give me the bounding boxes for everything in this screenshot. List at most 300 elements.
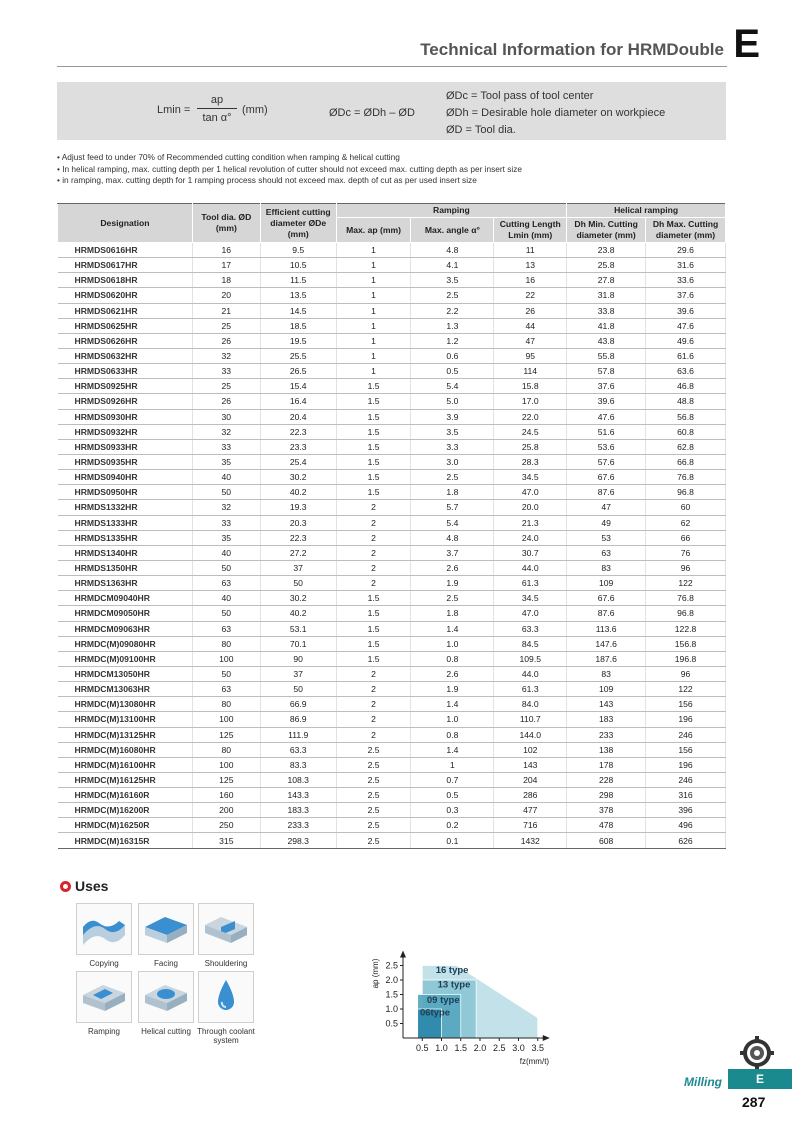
table-cell: 0.5 [411,364,494,379]
designation-cell: HRMDC(M)13100HR [58,712,193,727]
table-cell: 62 [646,515,726,530]
table-cell: 67.6 [567,591,646,606]
table-cell: 5.7 [411,500,494,515]
x-tick-label: 1.5 [454,1043,468,1053]
table-cell: 26 [192,333,260,348]
designation-cell: HRMDC(M)16250R [58,818,193,833]
table-cell: 1.5 [336,591,411,606]
table-row [58,742,726,757]
helical-cutting-icon [138,971,194,1023]
table-cell: 62.8 [646,439,726,454]
section-name: Milling [684,1075,722,1089]
table-row [58,394,726,409]
table-cell: 1.5 [336,606,411,621]
table-cell: 2.5 [411,591,494,606]
table-cell: 2 [336,576,411,591]
table-cell: 2 [336,500,411,515]
table-cell: 50 [192,666,260,681]
table-cell: 1.5 [336,394,411,409]
table-cell: 50 [192,485,260,500]
table-cell: 25.8 [567,258,646,273]
table-cell: 96.8 [646,606,726,621]
table-cell: 110.7 [494,712,567,727]
table-row [58,333,726,348]
table-cell: 83 [567,560,646,575]
designation-cell: HRMDS1335HR [58,530,193,545]
table-cell: 49.6 [646,333,726,348]
table-cell: 51.6 [567,424,646,439]
table-cell: 30 [192,409,260,424]
table-cell: 43.8 [567,333,646,348]
table-cell: 33 [192,439,260,454]
table-cell: 9.5 [260,243,336,258]
table-cell: 200 [192,803,260,818]
table-cell: 11.5 [260,273,336,288]
table-cell: 40.2 [260,485,336,500]
use-label: Shouldering [204,959,248,968]
y-axis-arrow [400,951,406,958]
table-cell: 30.2 [260,591,336,606]
table-cell: 23.3 [260,439,336,454]
table-cell: 41.8 [567,318,646,333]
table-cell: 144.0 [494,727,567,742]
definition-dh: ØDh = Desirable hole diameter on workpiece [446,107,666,119]
table-cell: 125 [192,727,260,742]
table-row [58,636,726,651]
table-cell: 2.5 [336,772,411,787]
table-cell: 204 [494,772,567,787]
table-cell: 83.3 [260,757,336,772]
table-cell: 57.6 [567,454,646,469]
y-tick-label: 2.5 [385,960,398,971]
table-cell: 56.8 [646,409,726,424]
table-cell: 1.5 [336,621,411,636]
designation-cell: HRMDS0618HR [58,273,193,288]
table-cell: 233.3 [260,818,336,833]
table-cell: 0.1 [411,833,494,848]
table-cell: 25.5 [260,348,336,363]
designation-cell: HRMDS0617HR [58,258,193,273]
table-cell: 37.6 [567,379,646,394]
table-row [58,803,726,818]
table-cell: 25.8 [494,439,567,454]
table-cell: 50 [260,576,336,591]
note-item: • In helical ramping, max. cutting depth per 1 helical revolution of cutter should not exceed max. cutting depth as per insert size [57,163,523,174]
table-cell: 2.5 [336,818,411,833]
table-cell: 477 [494,803,567,818]
page-title: Technical Information for HRMDouble [420,40,724,59]
table-row [58,439,726,454]
table-cell: 47.6 [646,318,726,333]
designation-cell: HRMDCM09063HR [58,621,193,636]
table-cell: 50 [192,606,260,621]
table-cell: 33.6 [646,273,726,288]
use-label: Helical cutting [141,1027,191,1036]
table-row [58,273,726,288]
table-cell: 1.4 [411,621,494,636]
table-cell: 23.8 [567,243,646,258]
y-tick-label: 2.0 [385,975,398,985]
table-cell: 26.5 [260,364,336,379]
table-row [58,485,726,500]
table-cell: 33.8 [567,303,646,318]
table-cell: 608 [567,833,646,848]
table-cell: 1.8 [411,606,494,621]
table-cell: 1.5 [336,409,411,424]
series-label: 16 type [435,964,469,976]
table-cell: 113.6 [567,621,646,636]
table-cell: 17.0 [494,394,567,409]
table-row [58,591,726,606]
table-cell: 25 [192,379,260,394]
table-cell: 1.4 [411,742,494,757]
table-cell: 63 [192,682,260,697]
table-cell: 109 [567,682,646,697]
col-cut-length: Cutting Length Lmin (mm) [494,218,567,243]
fraction-denominator: tan α° [202,112,232,124]
table-cell: 1.8 [411,485,494,500]
table-cell: 0.7 [411,772,494,787]
table-cell: 32 [192,348,260,363]
x-tick-label: 3.0 [512,1043,525,1053]
table-row [58,788,726,803]
table-cell: 24.5 [494,424,567,439]
designation-cell: HRMDS0625HR [58,318,193,333]
table-cell: 315 [192,833,260,848]
table-cell: 1.5 [336,379,411,394]
table-cell: 250 [192,818,260,833]
table-cell: 66.8 [646,454,726,469]
designation-cell: HRMDCM09040HR [58,591,193,606]
table-cell: 50 [192,560,260,575]
table-cell: 298.3 [260,833,336,848]
col-max-ap: Max. ap (mm) [336,218,411,243]
table-cell: 378 [567,803,646,818]
designation-cell: HRMDC(M)13125HR [58,727,193,742]
table-cell: 1.5 [336,485,411,500]
table-cell: 100 [192,757,260,772]
table-cell: 53 [567,530,646,545]
table-cell: 1 [336,273,411,288]
table-cell: 44 [494,318,567,333]
table-row [58,576,726,591]
table-cell: 1 [336,318,411,333]
table-row [58,318,726,333]
table-cell: 50 [260,682,336,697]
usage-notes [57,152,522,187]
table-row [58,424,726,439]
uses-title-text: Uses [75,878,109,894]
table-cell: 143 [567,697,646,712]
use-label: Ramping [87,1027,120,1036]
table-cell: 63 [192,621,260,636]
spec-table [57,203,726,849]
table-cell: 3.5 [411,424,494,439]
col-designation: Designation [58,204,193,243]
table-cell: 32 [192,500,260,515]
table-cell: 33 [192,364,260,379]
table-cell: 1.5 [336,651,411,666]
table-cell: 156.8 [646,636,726,651]
table-cell: 95 [494,348,567,363]
designation-cell: HRMDS0932HR [58,424,193,439]
x-tick-label: 3.5 [531,1043,545,1053]
table-cell: 114 [494,364,567,379]
use-label: Through coolant system [197,1027,255,1045]
table-cell: 21.3 [494,515,567,530]
table-cell: 66.9 [260,697,336,712]
table-cell: 4.8 [411,530,494,545]
table-row [58,560,726,575]
table-cell: 47.0 [494,606,567,621]
col-max-angle: Max. angle α° [411,218,494,243]
group-helical: Helical ramping [567,204,726,218]
table-cell: 2 [336,682,411,697]
table-cell: 2.5 [336,742,411,757]
section-letter: E [733,22,760,66]
table-cell: 39.6 [646,303,726,318]
use-helical-cutting [134,971,198,1036]
table-row [58,712,726,727]
designation-cell: HRMDS0930HR [58,409,193,424]
table-cell: 1.3 [411,318,494,333]
table-row [58,833,726,848]
designation-cell: HRMDC(M)16080HR [58,742,193,757]
table-cell: 80 [192,697,260,712]
table-cell: 96 [646,666,726,681]
table-cell: 19.3 [260,500,336,515]
designation-cell: HRMDS1340HR [58,545,193,560]
designation-cell: HRMDS0621HR [58,303,193,318]
table-cell: 16 [192,243,260,258]
uses-heading [60,878,108,894]
x-tick-label: 1.0 [435,1043,448,1053]
formula-unit: (mm) [242,104,268,116]
table-cell: 246 [646,772,726,787]
table-cell: 2 [336,712,411,727]
table-cell: 20 [192,288,260,303]
table-cell: 122 [646,682,726,697]
table-cell: 122 [646,576,726,591]
table-cell: 31.6 [646,258,726,273]
table-row [58,697,726,712]
use-shouldering [194,903,258,968]
table-row [58,470,726,485]
table-cell: 316 [646,788,726,803]
table-cell: 147.6 [567,636,646,651]
table-cell: 49 [567,515,646,530]
table-cell: 60 [646,500,726,515]
table-cell: 34.5 [494,591,567,606]
formula-definitions [446,88,665,139]
designation-cell: HRMDC(M)16160R [58,788,193,803]
table-cell: 1 [336,348,411,363]
designation-cell: HRMDS0935HR [58,454,193,469]
lmin-fraction [197,94,237,124]
designation-cell: HRMDCM13050HR [58,666,193,681]
table-cell: 1.0 [411,712,494,727]
table-cell: 84.0 [494,697,567,712]
table-row [58,303,726,318]
table-cell: 90 [260,651,336,666]
table-cell: 1432 [494,833,567,848]
designation-cell: HRMDC(M)16315R [58,833,193,848]
table-cell: 27.8 [567,273,646,288]
table-cell: 30.2 [260,470,336,485]
table-cell: 2 [336,666,411,681]
designation-cell: HRMDS1333HR [58,515,193,530]
table-cell: 1.9 [411,682,494,697]
milling-cutter-icon [740,1036,774,1070]
fraction-numerator: ap [197,94,237,109]
col-dh-min: Dh Min. Cutting diameter (mm) [567,218,646,243]
table-row [58,454,726,469]
table-cell: 3.3 [411,439,494,454]
table-cell: 26 [192,394,260,409]
table-cell: 35 [192,454,260,469]
table-cell: 1.5 [336,636,411,651]
table-cell: 0.6 [411,348,494,363]
table-cell: 0.8 [411,727,494,742]
table-cell: 66 [646,530,726,545]
table-cell: 109 [567,576,646,591]
table-cell: 44.0 [494,560,567,575]
table-row [58,364,726,379]
facing-icon [138,903,194,955]
table-cell: 626 [646,833,726,848]
table-cell: 0.5 [411,788,494,803]
table-cell: 2 [336,530,411,545]
table-cell: 2.2 [411,303,494,318]
table-cell: 196 [646,712,726,727]
table-cell: 0.8 [411,651,494,666]
designation-cell: HRMDS0940HR [58,470,193,485]
table-cell: 26 [494,303,567,318]
table-cell: 40.2 [260,606,336,621]
table-cell: 1.5 [336,470,411,485]
table-cell: 22 [494,288,567,303]
designation-cell: HRMDC(M)16125HR [58,772,193,787]
designation-cell: HRMDS1332HR [58,500,193,515]
table-cell: 1.5 [336,439,411,454]
table-cell: 183 [567,712,646,727]
table-cell: 40 [192,545,260,560]
table-cell: 286 [494,788,567,803]
designation-cell: HRMDS0616HR [58,243,193,258]
y-tick-label: 1.0 [385,1004,398,1014]
ramping-icon [76,971,132,1023]
x-axis-label: fz(mm/t) [519,1057,550,1066]
designation-cell: HRMDC(M)09100HR [58,651,193,666]
y-tick-label: 0.5 [385,1018,398,1029]
table-cell: 143 [494,757,567,772]
table-cell: 2.6 [411,560,494,575]
table-row [58,409,726,424]
table-cell: 24.0 [494,530,567,545]
y-tick-label: 1.5 [385,989,398,1000]
table-cell: 4.1 [411,258,494,273]
col-dh-max: Dh Max. Cutting diameter (mm) [646,218,726,243]
table-row [58,515,726,530]
designation-cell: HRMDS0926HR [58,394,193,409]
table-cell: 13 [494,258,567,273]
table-cell: 37.6 [646,288,726,303]
table-cell: 53.1 [260,621,336,636]
table-cell: 96.8 [646,485,726,500]
table-cell: 61.3 [494,576,567,591]
table-cell: 1.5 [336,454,411,469]
table-cell: 100 [192,651,260,666]
table-cell: 2.5 [336,757,411,772]
definition-dc: ØDc = Tool pass of tool center [446,90,594,102]
table-row [58,500,726,515]
coolant-drop-icon [198,971,254,1023]
series-label: 13 type [437,979,471,991]
table-cell: 76.8 [646,591,726,606]
table-cell: 22.3 [260,424,336,439]
table-cell: 196.8 [646,651,726,666]
table-cell: 63.3 [494,621,567,636]
designation-cell: HRMDS0620HR [58,288,193,303]
table-cell: 63 [192,576,260,591]
table-cell: 3.5 [411,273,494,288]
table-cell: 47 [494,333,567,348]
table-cell: 53.6 [567,439,646,454]
use-label: Facing [153,959,178,968]
table-row [58,727,726,742]
table-cell: 1 [336,288,411,303]
table-cell: 87.6 [567,485,646,500]
table-cell: 1.0 [411,636,494,651]
use-label: Copying [89,959,119,968]
table-cell: 37 [260,666,336,681]
table-cell: 2.5 [336,833,411,848]
dc-equation: ØDc = ØDh – ØD [329,107,415,119]
designation-cell: HRMDC(M)09080HR [58,636,193,651]
table-cell: 19.5 [260,333,336,348]
table-cell: 47.0 [494,485,567,500]
table-cell: 86.9 [260,712,336,727]
table-row [58,243,726,258]
table-cell: 109.5 [494,651,567,666]
table-cell: 22.0 [494,409,567,424]
table-cell: 156 [646,697,726,712]
table-cell: 46.8 [646,379,726,394]
table-cell: 2 [336,515,411,530]
header-divider [57,66,727,67]
use-copying [72,903,136,968]
table-cell: 4.8 [411,243,494,258]
table-cell: 11 [494,243,567,258]
table-cell: 63 [567,545,646,560]
y-axis-label: ap (mm) [371,958,380,989]
table-cell: 10.5 [260,258,336,273]
designation-cell: HRMDS1363HR [58,576,193,591]
shouldering-icon [198,903,254,955]
table-cell: 2.5 [336,788,411,803]
table-cell: 2 [336,545,411,560]
table-cell: 1.5 [336,424,411,439]
table-row [58,379,726,394]
table-cell: 14.5 [260,303,336,318]
table-cell: 1 [336,258,411,273]
table-row [58,772,726,787]
feed-depth-chart [360,880,700,1070]
designation-cell: HRMDCM13063HR [58,682,193,697]
col-efficient-dia: Efficient cutting diameter ØDe (mm) [260,204,336,243]
table-cell: 1 [336,303,411,318]
table-cell: 22.3 [260,530,336,545]
